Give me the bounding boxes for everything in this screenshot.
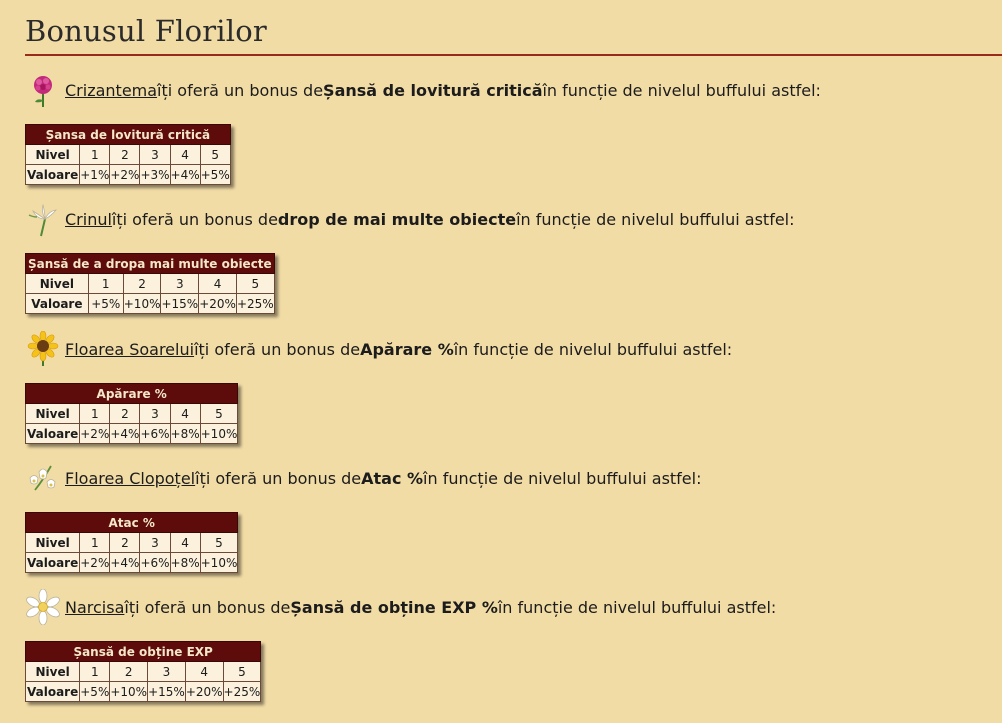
bonus-table xyxy=(25,512,238,573)
text-pre: îți oferă un bonus de xyxy=(195,468,362,488)
row-label-nivel: Nivel xyxy=(26,533,80,553)
value-cell: +10% xyxy=(200,553,238,573)
level-cell: 3 xyxy=(140,404,170,424)
text-pre: îți oferă un bonus de xyxy=(194,339,361,359)
table-title: Șansă de a dropa mai multe obiecte xyxy=(26,254,275,274)
value-cell: +15% xyxy=(161,294,199,314)
section-crizantema xyxy=(25,72,821,185)
level-cell: 1 xyxy=(80,662,110,682)
row-label-nivel: Nivel xyxy=(26,404,80,424)
section-crinul xyxy=(25,201,795,314)
level-cell: 2 xyxy=(123,274,161,294)
value-cell: +20% xyxy=(185,682,223,702)
narcissus-icon xyxy=(25,589,61,625)
bonus-table xyxy=(25,641,261,702)
value-cell: +4% xyxy=(170,165,200,185)
row-label-valoare: Valoare xyxy=(26,553,80,573)
value-cell: +2% xyxy=(110,165,140,185)
table-title: Șansă de obține EXP xyxy=(26,642,261,662)
section-floarea-soarelui xyxy=(25,331,732,444)
flower-link-crinul[interactable]: Crinul xyxy=(65,209,112,229)
bonus-name: drop de mai multe obiecte xyxy=(277,209,517,229)
text-post: în funcție de nivelul buffului astfel: xyxy=(497,597,777,617)
row-label-valoare: Valoare xyxy=(26,682,80,702)
text-post: în funcție de nivelul buffului astfel: xyxy=(516,209,795,229)
text-post: în funcție de nivelul buffului astfel: xyxy=(542,80,821,100)
level-cell: 1 xyxy=(88,274,123,294)
bonus-description xyxy=(25,331,732,367)
section-narcisa xyxy=(25,589,776,702)
flower-link-crizantema[interactable]: Crizantema xyxy=(65,80,158,100)
value-cell: +1% xyxy=(80,165,110,185)
flower-link-narcisa[interactable]: Narcisa xyxy=(65,597,125,617)
value-cell: +3% xyxy=(140,165,170,185)
level-cell: 2 xyxy=(110,662,148,682)
level-cell: 3 xyxy=(140,145,170,165)
title-divider xyxy=(25,54,1002,56)
bellflower-icon xyxy=(25,460,61,496)
value-cell: +25% xyxy=(236,294,274,314)
level-cell: 5 xyxy=(200,145,230,165)
level-cell: 4 xyxy=(185,662,223,682)
level-cell: 2 xyxy=(110,404,140,424)
value-cell: +2% xyxy=(80,553,110,573)
value-cell: +5% xyxy=(200,165,230,185)
page-title: Bonusul Florilor xyxy=(25,14,267,48)
value-cell: +4% xyxy=(110,553,140,573)
bonus-description xyxy=(25,72,821,108)
table-title: Șansa de lovitură critică xyxy=(26,125,231,145)
level-cell: 5 xyxy=(200,533,238,553)
text-pre: îți oferă un bonus de xyxy=(157,80,324,100)
bonus-description xyxy=(25,460,701,496)
level-cell: 3 xyxy=(161,274,199,294)
value-cell: +10% xyxy=(110,682,148,702)
value-cell: +8% xyxy=(170,553,200,573)
level-cell: 3 xyxy=(140,533,170,553)
value-cell: +6% xyxy=(140,553,170,573)
bonus-description xyxy=(25,201,795,237)
level-cell: 2 xyxy=(110,533,140,553)
level-cell: 5 xyxy=(236,274,274,294)
level-cell: 1 xyxy=(80,404,110,424)
value-cell: +5% xyxy=(80,682,110,702)
bonus-name: Atac % xyxy=(361,468,424,488)
row-label-valoare: Valoare xyxy=(26,294,89,314)
value-cell: +8% xyxy=(170,424,200,444)
level-cell: 5 xyxy=(223,662,261,682)
text-post: în funcție de nivelul buffului astfel: xyxy=(423,468,702,488)
level-cell: 1 xyxy=(80,533,110,553)
bonus-table xyxy=(25,124,231,185)
row-label-nivel: Nivel xyxy=(26,145,80,165)
value-cell: +25% xyxy=(223,682,261,702)
bonus-name: Șansă de lovitură critică xyxy=(323,80,543,100)
level-cell: 2 xyxy=(110,145,140,165)
bonus-name: Șansă de obține EXP % xyxy=(290,597,498,617)
sunflower-icon xyxy=(25,331,61,367)
level-cell: 3 xyxy=(148,662,186,682)
section-floarea-clopotel xyxy=(25,460,701,573)
value-cell: +4% xyxy=(110,424,140,444)
row-label-nivel: Nivel xyxy=(26,662,80,682)
value-cell: +10% xyxy=(123,294,161,314)
level-cell: 4 xyxy=(170,404,200,424)
bonus-table xyxy=(25,253,275,314)
text-pre: îți oferă un bonus de xyxy=(124,597,291,617)
level-cell: 1 xyxy=(80,145,110,165)
table-title: Apărare % xyxy=(26,384,238,404)
value-cell: +5% xyxy=(88,294,123,314)
value-cell: +20% xyxy=(199,294,237,314)
bonus-name: Apărare % xyxy=(360,339,454,359)
level-cell: 4 xyxy=(170,145,200,165)
flower-link-floarea-soarelui[interactable]: Floarea Soarelui xyxy=(65,339,195,359)
value-cell: +6% xyxy=(140,424,170,444)
table-title: Atac % xyxy=(26,513,238,533)
text-pre: îți oferă un bonus de xyxy=(111,209,278,229)
level-cell: 5 xyxy=(200,404,238,424)
row-label-valoare: Valoare xyxy=(26,165,80,185)
lily-icon xyxy=(25,201,61,237)
row-label-valoare: Valoare xyxy=(26,424,80,444)
level-cell: 4 xyxy=(199,274,237,294)
value-cell: +2% xyxy=(80,424,110,444)
chrysanthemum-icon xyxy=(25,72,61,108)
text-post: în funcție de nivelul buffului astfel: xyxy=(453,339,733,359)
flower-link-floarea-clopotel[interactable]: Floarea Clopoțel xyxy=(65,468,196,488)
bonus-description xyxy=(25,589,776,625)
value-cell: +10% xyxy=(200,424,238,444)
bonus-table xyxy=(25,383,238,444)
value-cell: +15% xyxy=(148,682,186,702)
level-cell: 4 xyxy=(170,533,200,553)
row-label-nivel: Nivel xyxy=(26,274,89,294)
